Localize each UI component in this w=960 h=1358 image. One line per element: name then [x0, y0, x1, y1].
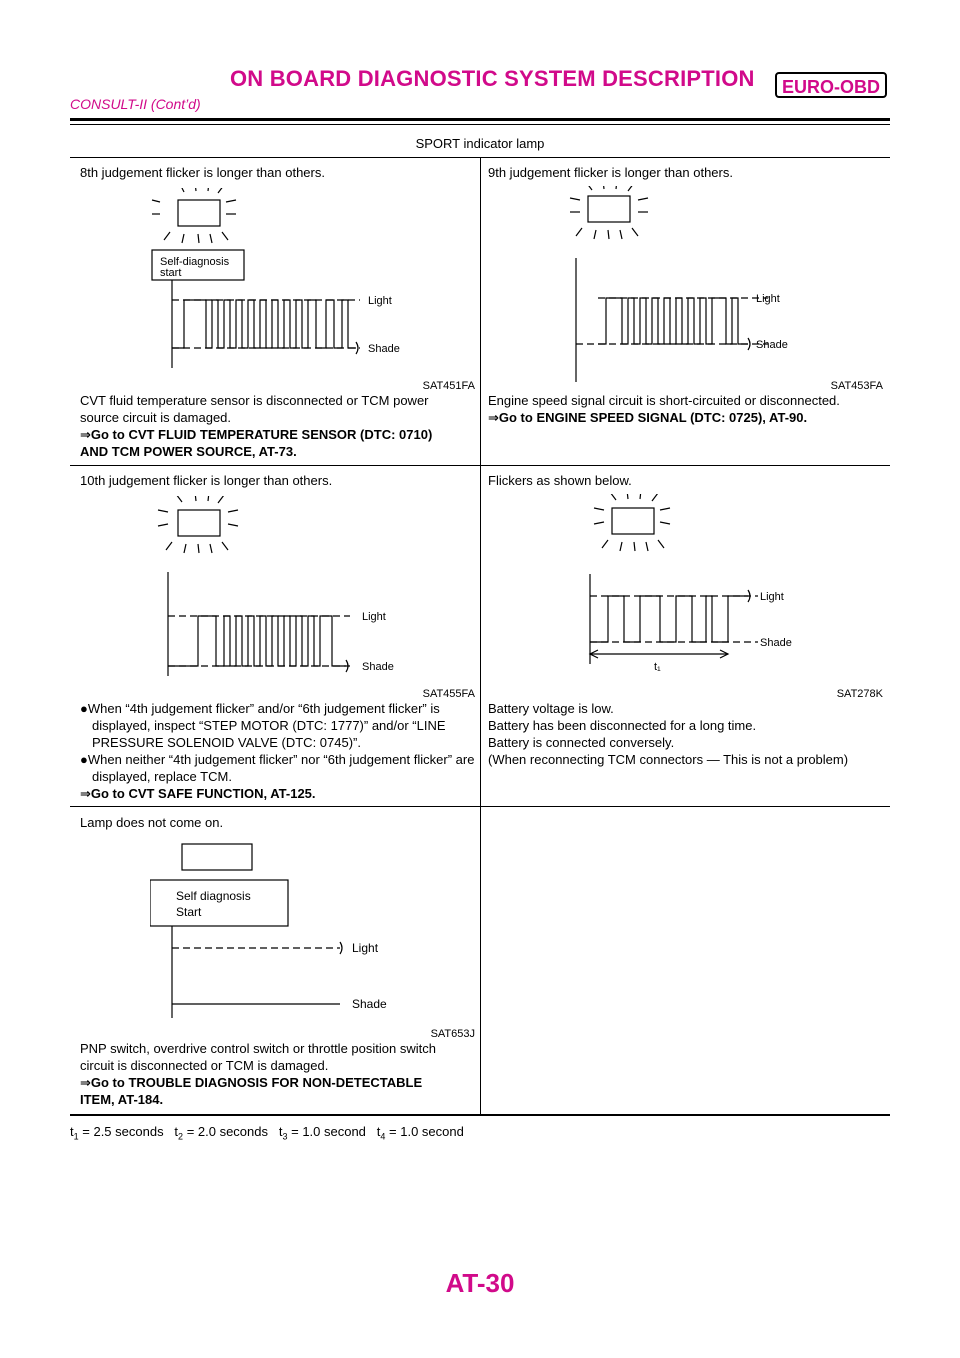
- bullet-text: When neither “4th judgement flicker” nor “6th judgement flicker” are displayed, replace TCM.: [87, 752, 475, 784]
- figure-ref: SAT455FA: [422, 688, 475, 700]
- table-cell: [80, 164, 475, 464]
- t2-subscript: 2: [178, 1131, 184, 1142]
- cell-lead: Lamp does not come on.: [80, 815, 224, 830]
- cell-text: circuit is disconnected or TCM is damaged.: [80, 1058, 329, 1073]
- row-divider: [70, 806, 890, 807]
- cell-lead: Flickers as shown below.: [488, 473, 632, 488]
- goto-link[interactable]: ITEM, AT-184.: [80, 1092, 164, 1107]
- cell-text: Engine speed signal circuit is short-circuited or disconnected.: [488, 393, 840, 408]
- shade-label: Shade: [756, 339, 788, 351]
- light-label: Light: [368, 295, 392, 307]
- figure-ref: SAT453FA: [830, 380, 883, 392]
- timing-footnote: [70, 1124, 464, 1142]
- bullet-item: ●When “4th judgement flicker” and/or “6th judgement flicker” is displayed, inspect “STEP MOTOR (DTC: 1777)” and/or “LINE PRESSURE SOLENOID VALVE (DTC: 0745)”.: [80, 701, 446, 750]
- section-badge: EURO-OBD: [775, 72, 887, 98]
- table-cell: [488, 164, 883, 464]
- goto-link[interactable]: ⇒Go to ENGINE SPEED SIGNAL (DTC: 0725), AT-90.: [488, 410, 808, 425]
- cell-text: (When reconnecting TCM connectors — This is not a problem): [488, 752, 849, 767]
- table-cell: [80, 472, 475, 806]
- flicker-diagram: [150, 188, 430, 378]
- t1-subscript: 1: [73, 1131, 79, 1142]
- cell-lead: 9th judgement flicker is longer than others.: [488, 165, 733, 180]
- page-title: ON BOARD DIAGNOSTIC SYSTEM DESCRIPTION: [230, 66, 755, 91]
- cell-text: Battery has been disconnected for a long time.: [488, 718, 757, 733]
- t4-value: = 1.0 second: [389, 1124, 464, 1139]
- row-divider: [70, 465, 890, 466]
- bullet-item: ●When neither “4th judgement flicker” nor “6th judgement flicker” are displayed, replace TCM.: [80, 752, 475, 784]
- t4-subscript: 4: [380, 1131, 386, 1142]
- t3-symbol: t: [278, 1124, 283, 1139]
- page-subtitle: CONSULT-II (Cont’d): [70, 96, 201, 112]
- goto-link[interactable]: ⇒Go to TROUBLE DIAGNOSIS FOR NON-DETECTABLE: [80, 1075, 423, 1090]
- table-cell: [80, 814, 475, 1110]
- cell-text: PNP switch, overdrive control switch or throttle position switch: [80, 1041, 436, 1056]
- shade-label: Shade: [368, 343, 400, 355]
- table-bottom-rule: [70, 1114, 890, 1116]
- header-rule-thin: [70, 124, 890, 125]
- cell-text: Battery voltage is low.: [488, 701, 614, 716]
- t4-symbol: t: [376, 1124, 381, 1139]
- light-label: Light: [362, 611, 386, 623]
- header-rule: [70, 118, 890, 121]
- self-diag-label: Start: [176, 905, 202, 919]
- shade-label: Shade: [362, 661, 394, 673]
- t3-value: = 1.0 second: [291, 1124, 366, 1139]
- column-divider: [480, 158, 481, 1114]
- indicator-lamp-table: [70, 128, 890, 1116]
- t2-symbol: t: [174, 1124, 179, 1139]
- goto-link[interactable]: ⇒Go to CVT SAFE FUNCTION, AT-125.: [80, 786, 316, 801]
- cell-lead: 10th judgement flicker is longer than others.: [80, 473, 333, 488]
- t1-value: = 2.5 seconds: [82, 1124, 164, 1139]
- flicker-diagram: [558, 186, 828, 386]
- table-caption: SPORT indicator lamp: [70, 128, 890, 158]
- flicker-diagram: [150, 496, 430, 686]
- cell-text: CVT fluid temperature sensor is disconnected or TCM power: [80, 393, 429, 408]
- light-label: Light: [760, 591, 784, 603]
- light-label: Light: [756, 293, 780, 305]
- self-diag-label: Self-diagnosis: [160, 256, 230, 268]
- figure-ref: SAT451FA: [422, 380, 475, 392]
- flicker-diagram: [588, 494, 848, 684]
- cell-lead: 8th judgement flicker is longer than others.: [80, 165, 325, 180]
- t2-value: = 2.0 seconds: [186, 1124, 268, 1139]
- page-number: AT-30: [445, 1268, 515, 1298]
- t1-symbol: t: [70, 1124, 74, 1139]
- self-diag-label: start: [160, 267, 182, 279]
- table-cell: [488, 472, 883, 806]
- light-label: Light: [352, 941, 379, 955]
- cell-text: Battery is connected conversely.: [488, 735, 675, 750]
- flicker-diagram: [150, 842, 450, 1022]
- figure-ref: SAT653J: [430, 1028, 475, 1040]
- shade-label: Shade: [760, 637, 792, 649]
- goto-link[interactable]: ⇒Go to CVT FLUID TEMPERATURE SENSOR (DTC: 0710): [80, 427, 433, 442]
- cell-text: source circuit is damaged.: [80, 410, 232, 425]
- self-diag-label: Self diagnosis: [176, 889, 251, 903]
- t1-label: t₁: [654, 661, 661, 673]
- shade-label: Shade: [352, 997, 387, 1011]
- goto-link[interactable]: AND TCM POWER SOURCE, AT-73.: [80, 444, 297, 459]
- t3-subscript: 3: [282, 1131, 288, 1142]
- figure-ref: SAT278K: [836, 688, 883, 700]
- bullet-text: When “4th judgement flicker” and/or “6th judgement flicker” is displayed, inspect “STEP MOTOR (DTC: 1777)” and/or “LINE PRESSURE SOLENOID VALVE (DTC: 0745)”.: [87, 701, 446, 750]
